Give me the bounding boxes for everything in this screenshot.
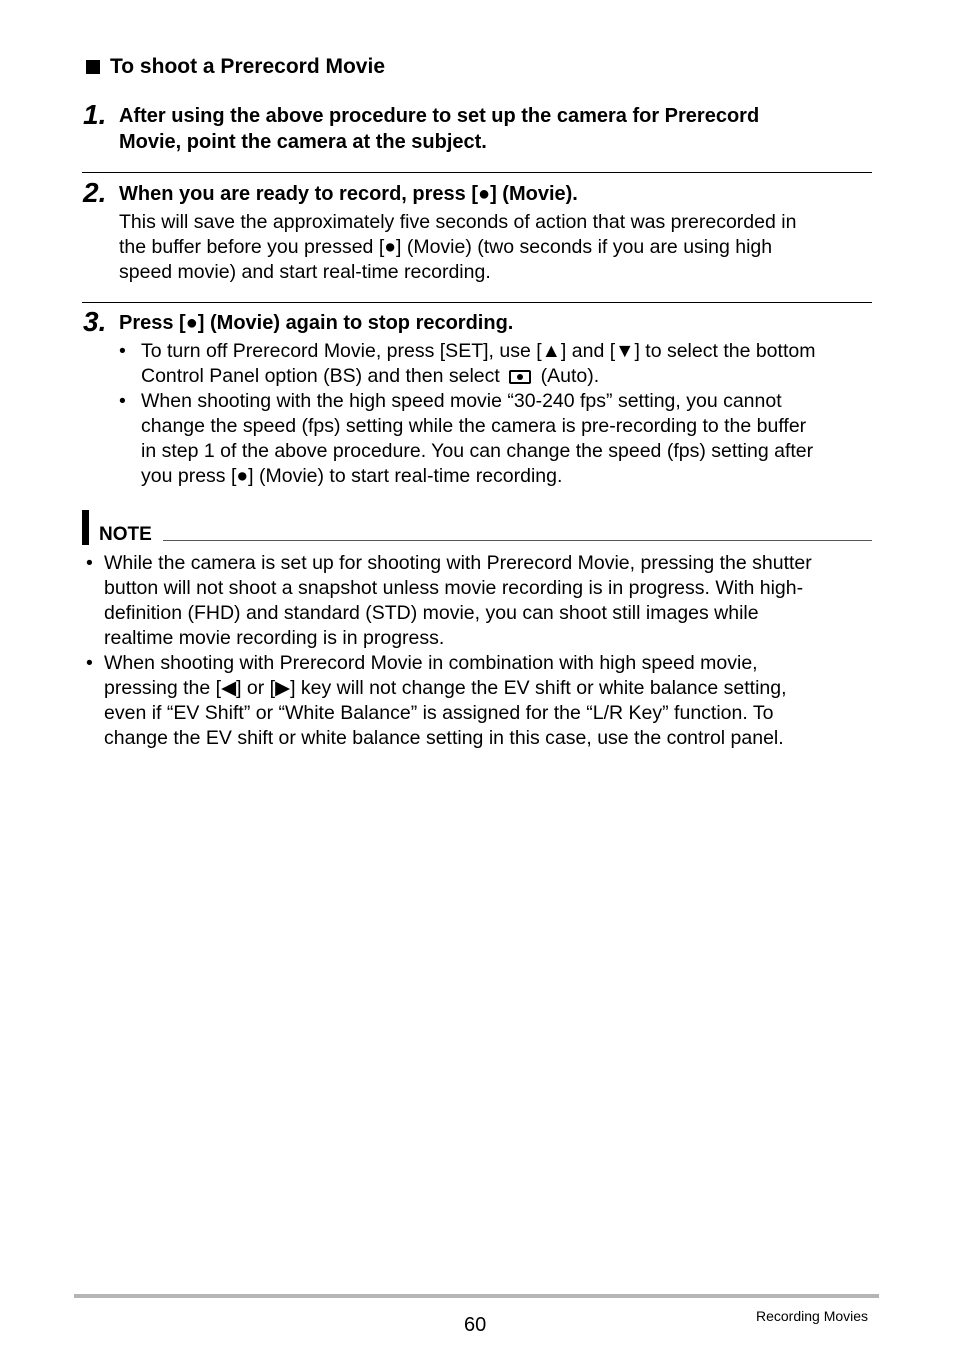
step-3-bullet-2-line-4: you press [●] (Movie) to start real-time recording. bbox=[141, 465, 563, 487]
step-3-bullet-1-line-1: To turn off Prerecord Movie, press [SET], use [▲] and [▼] to select the bottom bbox=[141, 340, 816, 362]
step-2-number: 2. bbox=[83, 177, 107, 208]
page-number: 60 bbox=[464, 1314, 487, 1336]
note-bullet-1-line-2: button will not shoot a snapshot unless movie recording is in progress. With high- bbox=[104, 577, 804, 599]
footer-rule bbox=[74, 1294, 879, 1298]
auto-camera-icon bbox=[509, 370, 531, 384]
note-bullet-1-line-1: While the camera is set up for shooting with Prerecord Movie, pressing the shutter bbox=[104, 552, 812, 574]
bullet-dot: • bbox=[119, 390, 126, 412]
note-bullet-2-line-4: change the EV shift or white balance setting in this case, use the control panel. bbox=[104, 727, 784, 749]
step-1-title bbox=[119, 103, 879, 155]
step-3-bullet-2 bbox=[119, 389, 815, 489]
square-bullet-icon bbox=[86, 60, 100, 74]
step-divider-2 bbox=[82, 302, 872, 303]
bullet-dot: • bbox=[86, 552, 93, 574]
step-2-body-line-3: speed movie) and start real-time recording. bbox=[119, 261, 491, 283]
step-3-bullet-2-line-2: change the speed (fps) setting while the camera is pre-recording to the buffer bbox=[141, 415, 807, 437]
step-3-bullet-1-line-2 bbox=[141, 364, 815, 389]
note-bullet-1 bbox=[82, 551, 812, 651]
section-title: To shoot a Prerecord Movie bbox=[110, 55, 385, 78]
note-bullet-2 bbox=[82, 651, 812, 751]
step-2-body-line-2: the buffer before you pressed [●] (Movie) (two seconds if you are using high bbox=[119, 236, 773, 258]
note-bullet-1-line-4: realtime movie recording is in progress. bbox=[104, 627, 445, 649]
step-3-bullet-1 bbox=[119, 339, 815, 389]
step-3-bullet-1-line-2-post: (Auto). bbox=[540, 365, 600, 387]
note-bullet-2-line-2: pressing the [◀] or [▶] key will not change the EV shift or white balance setting, bbox=[104, 677, 787, 699]
bullet-dot: • bbox=[119, 340, 126, 362]
step-2-body-line-1: This will save the approximately five seconds of action that was prerecorded in bbox=[119, 211, 797, 233]
note-bullet-2-line-1: When shooting with Prerecord Movie in combination with high speed movie, bbox=[104, 652, 758, 674]
bullet-dot: • bbox=[86, 652, 93, 674]
step-2-title: When you are ready to record, press [●] (Movie). bbox=[119, 183, 578, 205]
chapter-title: Recording Movies bbox=[756, 1308, 869, 1324]
note-rule bbox=[163, 540, 872, 541]
note-bullet-2-line-3: even if “EV Shift” or “White Balance” is assigned for the “L/R Key” function. To bbox=[104, 702, 774, 724]
note-bullets bbox=[82, 551, 812, 751]
step-divider-1 bbox=[82, 172, 872, 173]
step-2-body bbox=[119, 210, 796, 285]
note-label: NOTE bbox=[99, 524, 152, 545]
step-3-number: 3. bbox=[83, 306, 107, 337]
step-1-title-line-1: After using the above procedure to set up the camera for Prerecord bbox=[119, 105, 760, 127]
step-3-title: Press [●] (Movie) again to stop recording. bbox=[119, 312, 514, 334]
step-1-number: 1. bbox=[83, 99, 107, 130]
section-heading bbox=[86, 54, 385, 80]
step-3-bullet-1-line-2-pre: Control Panel option (BS) and then select bbox=[141, 365, 500, 387]
step-1-title-line-2: Movie, point the camera at the subject. bbox=[119, 131, 487, 153]
note-bar bbox=[82, 510, 89, 545]
step-3-bullet-2-line-3: in step 1 of the above procedure. You can change the speed (fps) setting after bbox=[141, 440, 814, 462]
note-bullet-1-line-3: definition (FHD) and standard (STD) movie, you can shoot still images while bbox=[104, 602, 759, 624]
step-3-bullet-2-line-1: When shooting with the high speed movie “30-240 fps” setting, you cannot bbox=[141, 390, 782, 412]
step-3-bullets bbox=[119, 339, 815, 489]
